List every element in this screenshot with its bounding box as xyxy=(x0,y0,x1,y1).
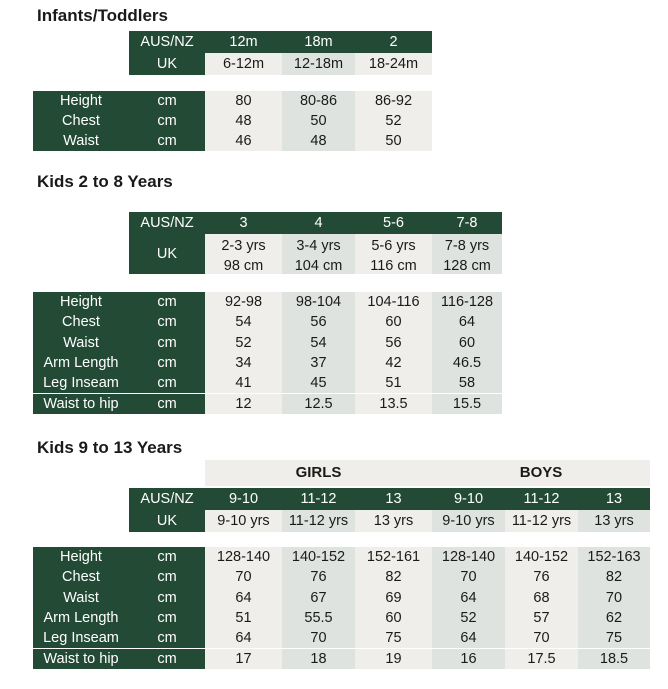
measurement-value: 64 xyxy=(432,628,505,648)
uk-height-line: 98 cm xyxy=(223,258,264,274)
uk-size xyxy=(355,234,432,274)
measurement-value: 80 xyxy=(205,91,282,111)
uk-label: UK xyxy=(129,234,205,274)
measurement-value: 140-152 xyxy=(282,547,355,567)
measurement-value: 70 xyxy=(205,567,282,587)
measurement-value: 18.5 xyxy=(578,649,650,669)
uk-size: 11-12 yrs xyxy=(282,510,355,532)
measurement-label: Waist to hip xyxy=(33,394,129,414)
unit-label: cm xyxy=(129,292,205,312)
aus-nz-size: 18m xyxy=(282,31,355,53)
uk-size xyxy=(432,234,502,274)
kids-9-13-title: Kids 9 to 13 Years xyxy=(37,438,183,457)
measurement-value: 45 xyxy=(282,373,355,393)
measurement-value: 60 xyxy=(355,608,432,628)
measurement-value: 140-152 xyxy=(505,547,578,567)
measurement-value: 52 xyxy=(205,333,282,353)
aus-nz-size: 11-12 xyxy=(282,488,355,510)
measurement-label: Chest xyxy=(33,312,129,332)
uk-size xyxy=(205,234,282,274)
measurement-value: 128-140 xyxy=(205,547,282,567)
measurement-value: 17.5 xyxy=(505,649,578,669)
uk-label: UK xyxy=(129,510,205,532)
measurement-label: Waist to hip xyxy=(33,649,129,669)
measurement-label: Waist xyxy=(33,588,129,608)
measurement-value: 82 xyxy=(578,567,650,587)
measurement-value: 75 xyxy=(578,628,650,648)
measurement-label: Chest xyxy=(33,567,129,587)
uk-size: 12-18m xyxy=(282,53,355,75)
measurement-label: Waist xyxy=(33,333,129,353)
uk-size: 9-10 yrs xyxy=(205,510,282,532)
measurement-value: 68 xyxy=(505,588,578,608)
uk-size: 13 yrs xyxy=(355,510,432,532)
measurement-value: 92-98 xyxy=(205,292,282,312)
measurement-label: Height xyxy=(33,91,129,111)
aus-nz-label: AUS/NZ xyxy=(129,31,205,53)
measurement-label: Leg Inseam xyxy=(33,628,129,648)
measurement-value: 57 xyxy=(505,608,578,628)
measurement-value: 76 xyxy=(505,567,578,587)
uk-size: 13 yrs xyxy=(578,510,650,532)
measurement-value: 69 xyxy=(355,588,432,608)
measurement-value: 82 xyxy=(355,567,432,587)
measurement-value: 18 xyxy=(282,649,355,669)
unit-label: cm xyxy=(129,131,205,151)
measurement-value: 64 xyxy=(205,588,282,608)
aus-nz-size: 5-6 xyxy=(355,212,432,234)
measurement-value: 70 xyxy=(282,628,355,648)
measurement-label: Arm Length xyxy=(33,608,129,628)
uk-size-line: 3-4 yrs xyxy=(296,238,341,254)
aus-nz-size: 3 xyxy=(205,212,282,234)
aus-nz-size: 7-8 xyxy=(432,212,502,234)
uk-height-line: 128 cm xyxy=(443,258,491,274)
unit-label: cm xyxy=(129,547,205,567)
measurement-value: 104-116 xyxy=(355,292,432,312)
measurement-value: 86-92 xyxy=(355,91,432,111)
aus-nz-size: 13 xyxy=(355,488,432,510)
measurement-label: Arm Length xyxy=(33,353,129,373)
measurement-value: 64 xyxy=(205,628,282,648)
measurement-value: 98-104 xyxy=(282,292,355,312)
measurement-value: 19 xyxy=(355,649,432,669)
uk-height-line: 104 cm xyxy=(294,258,343,274)
uk-size-line: 2-3 yrs xyxy=(221,238,266,254)
measurement-value: 34 xyxy=(205,353,282,373)
unit-label: cm xyxy=(129,588,205,608)
unit-label: cm xyxy=(129,353,205,373)
unit-label: cm xyxy=(129,373,205,393)
measurement-value: 67 xyxy=(282,588,355,608)
measurement-value: 41 xyxy=(205,373,282,393)
measurement-value: 51 xyxy=(355,373,432,393)
measurement-value: 128-140 xyxy=(432,547,505,567)
measurement-label: Chest xyxy=(33,111,129,131)
uk-size-line: 7-8 yrs xyxy=(444,238,490,254)
measurement-label: Leg Inseam xyxy=(33,373,129,393)
measurement-value: 50 xyxy=(282,111,355,131)
measurement-value: 37 xyxy=(282,353,355,373)
uk-size: 18-24m xyxy=(355,53,432,75)
measurement-value: 80-86 xyxy=(282,91,355,111)
measurement-value: 48 xyxy=(205,111,282,131)
measurement-value: 55.5 xyxy=(282,608,355,628)
measurement-value: 152-163 xyxy=(578,547,650,567)
measurement-value: 51 xyxy=(205,608,282,628)
unit-label: cm xyxy=(129,312,205,332)
infants-title: Infants/Toddlers xyxy=(37,6,168,25)
measurement-value: 64 xyxy=(432,312,502,332)
measurement-value: 52 xyxy=(355,111,432,131)
aus-nz-size: 4 xyxy=(282,212,355,234)
uk-size xyxy=(282,234,355,274)
measurement-value: 152-161 xyxy=(355,547,432,567)
measurement-value: 62 xyxy=(578,608,650,628)
unit-label: cm xyxy=(129,333,205,353)
aus-nz-label: AUS/NZ xyxy=(129,212,205,234)
measurement-value: 54 xyxy=(282,333,355,353)
uk-label: UK xyxy=(129,53,205,75)
measurement-label: Height xyxy=(33,547,129,567)
measurement-value: 48 xyxy=(282,131,355,151)
measurement-value: 70 xyxy=(505,628,578,648)
measurement-value: 52 xyxy=(432,608,505,628)
measurement-label: Waist xyxy=(33,131,129,151)
unit-label: cm xyxy=(129,608,205,628)
aus-nz-size: 2 xyxy=(355,31,432,53)
measurement-value: 70 xyxy=(578,588,650,608)
measurement-value: 42 xyxy=(355,353,432,373)
unit-label: cm xyxy=(129,628,205,648)
measurement-label: Height xyxy=(33,292,129,312)
aus-nz-label: AUS/NZ xyxy=(129,488,205,510)
boys-header: BOYS xyxy=(432,460,650,486)
measurement-value: 58 xyxy=(432,373,502,393)
measurement-value: 54 xyxy=(205,312,282,332)
unit-label: cm xyxy=(129,567,205,587)
kids-2-8-title: Kids 2 to 8 Years xyxy=(37,172,173,191)
measurement-value: 12 xyxy=(205,394,282,414)
aus-nz-size: 12m xyxy=(205,31,282,53)
aus-nz-size: 13 xyxy=(578,488,650,510)
uk-size: 9-10 yrs xyxy=(432,510,505,532)
unit-label: cm xyxy=(129,111,205,131)
aus-nz-size: 11-12 xyxy=(505,488,578,510)
measurement-value: 76 xyxy=(282,567,355,587)
uk-height-line: 116 cm xyxy=(370,258,417,274)
measurement-value: 17 xyxy=(205,649,282,669)
measurement-value: 116-128 xyxy=(432,292,502,312)
uk-size: 11-12 yrs xyxy=(505,510,578,532)
measurement-value: 50 xyxy=(355,131,432,151)
measurement-value: 56 xyxy=(355,333,432,353)
measurement-value: 46 xyxy=(205,131,282,151)
girls-header: GIRLS xyxy=(205,460,432,486)
measurement-value: 13.5 xyxy=(355,394,432,414)
measurement-value: 46.5 xyxy=(432,353,502,373)
unit-label: cm xyxy=(129,649,205,669)
measurement-value: 60 xyxy=(432,333,502,353)
measurement-value: 12.5 xyxy=(282,394,355,414)
unit-label: cm xyxy=(129,91,205,111)
measurement-value: 70 xyxy=(432,567,505,587)
aus-nz-size: 9-10 xyxy=(432,488,505,510)
measurement-value: 15.5 xyxy=(432,394,502,414)
measurement-value: 56 xyxy=(282,312,355,332)
measurement-value: 16 xyxy=(432,649,505,669)
measurement-value: 64 xyxy=(432,588,505,608)
uk-size: 6-12m xyxy=(205,53,282,75)
uk-size-line: 5-6 yrs xyxy=(371,238,416,254)
measurement-value: 60 xyxy=(355,312,432,332)
aus-nz-size: 9-10 xyxy=(205,488,282,510)
measurement-value: 75 xyxy=(355,628,432,648)
unit-label: cm xyxy=(129,394,205,414)
